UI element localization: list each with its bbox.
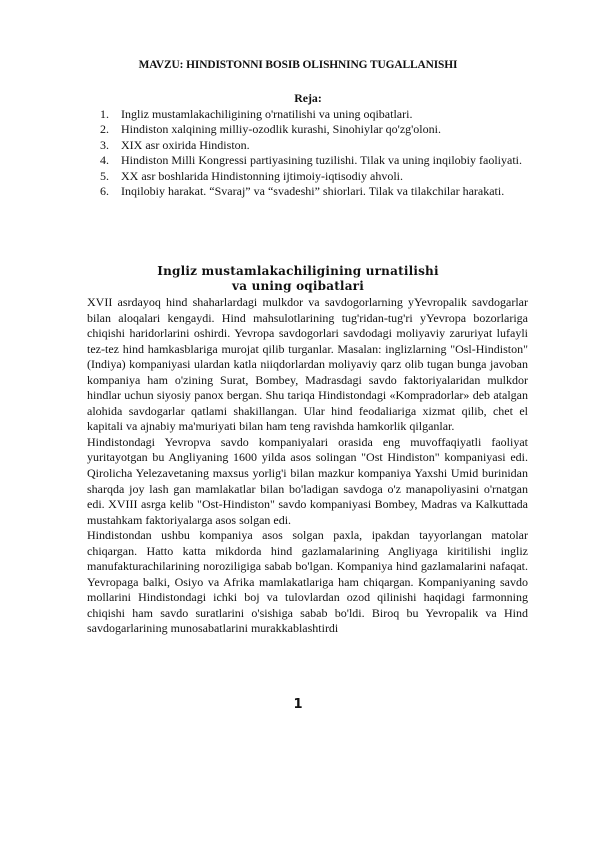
plan-item-text: XX asr boshlarida Hindistonning ijtimoiy-iqtisodiy ahvoli. [121,168,403,183]
plan-item-text: Hindiston Milli Kongressi partiyasining tuzilishi. Tilak va uning inqilobiy faoliyati. [121,153,522,168]
plan-item-number: 6. [100,184,109,199]
plan-item-text: Inqilobiy harakat. “Svaraj” va “svadeshi” shiorlari. Tilak va tilakchilar harakati. [121,184,505,199]
paragraph: Hindistondagi Yevropva savdo kompaniyalari orasida eng muvoffaqiyatli faoliyat yuritayotgan bu Angliyaning 1600 yilda asos solingan "Ost Hindiston" kompaniyasi edi. Qirolicha Yelezavetaning maxsus yorlig'i bilan mazkur kompaniya Yaxshi Umid burinidan sharqda joy lash gan mamlakatlar bilan bo'ladigan savdoga o'z manapoliyasini o'rnatgan edi. XVIII asrga kelib "Ost-Hindiston" savdo kompaniyasi Bombey, Madras va Kalkuttada mustahkam faktoriyalarga asos solgan edi. [87,434,528,527]
paragraph: XVII asrdayoq hind shaharlardagi mulkdor va savdogorlarning yYevropalik savdogarlar bilan aloqalari kengaydi. Hind mahsulotlarining tug'ridan-tug'ri yYevropa bozorlariga chiqishi haridorlarini oshirdi. Yevropa savdogorlari savdodagi moliyaviy zaruriyat lufayli tez-tez hind hamkasblariga murojat qilib turganlar. Masalan: inglizlarning "Osl-Hindiston" (Indiya) kompaniyasi ulardan katla niiqdorlardan moliyaviy qarz olib tugan bunga javoban kompaniya ham o'zining Surat, Bombey, Madrasdagi savdo faktoriyalaridan mulkdor hindlar uchun siyosiy panox bergan. Shu tariqa Hindistondagi «Kompradorlar» deb atalgan alohida savdogarlar qatlami shakillangan. Ular hind feodaliariga xizmat qilib, chet el kapitali va ajnabiy ma'muriyati bilan ham teng ravishda hamkorlik qilganlar. [87,295,528,434]
plan-heading: Reja: [294,91,322,105]
plan-item-number: 3. [100,137,109,152]
paragraph: Hindistondan ushbu kompaniya asos solgan paxla, ipakdan tayyorlangan matolar chiqargan. Hatto katta mikdorda hind gazlamalarining Angliyaga kiritilishi ingliz manufakturachilarining noroziligiga sabab bo'lgan. Kompaniya hind gazlamalarini nafaqat. Yevropaga balki, Osiyo va Afrika mamlakatlariga ham chiqargan. Kompaniyaning savdo mollarini Hindistondagi ichki boj va tulovlardan ozod qilinishi haqidagi farmonning chiqishi ham savdo suratlarini o'sishiga sabab bo'ldi. Biroq bu Yevropalik va Hind savdogarlarining munosabatlarini murakkablashtirdi [87,528,528,636]
plan-item-text: Ingliz mustamlakachiligining o'rnatilishi va uning oqibatlari. [121,107,413,121]
plan-item-number: 1. [100,107,109,121]
page-number: 1 [293,697,303,712]
plan-item [100,138,528,153]
section-heading-line-2: va uning oqibatlari [232,279,364,293]
plan-item-number: 2. [100,122,109,137]
plan-item-number: 4. [100,153,109,168]
plan-item-number: 5. [100,168,109,183]
plan-item [100,153,528,168]
page-title: MAVZU: HINDISTONNI BOSIB OLISHNING TUGALLANISHI [138,59,458,71]
plan-item [100,107,528,122]
plan-item-text: XIX asr oxirida Hindiston. [121,137,250,152]
body-text [87,295,528,637]
plan-list [100,107,528,199]
plan-item-text: Hindiston xalqining milliy-ozodlik kurashi, Sinohiylar qo'zg'oloni. [121,122,441,137]
section-heading [0,264,596,294]
section-heading-line-1: Ingliz mustamlakachiligining urnatilishi [157,264,439,278]
plan-item [100,184,528,199]
plan-item [100,122,528,137]
plan-item [100,169,528,184]
